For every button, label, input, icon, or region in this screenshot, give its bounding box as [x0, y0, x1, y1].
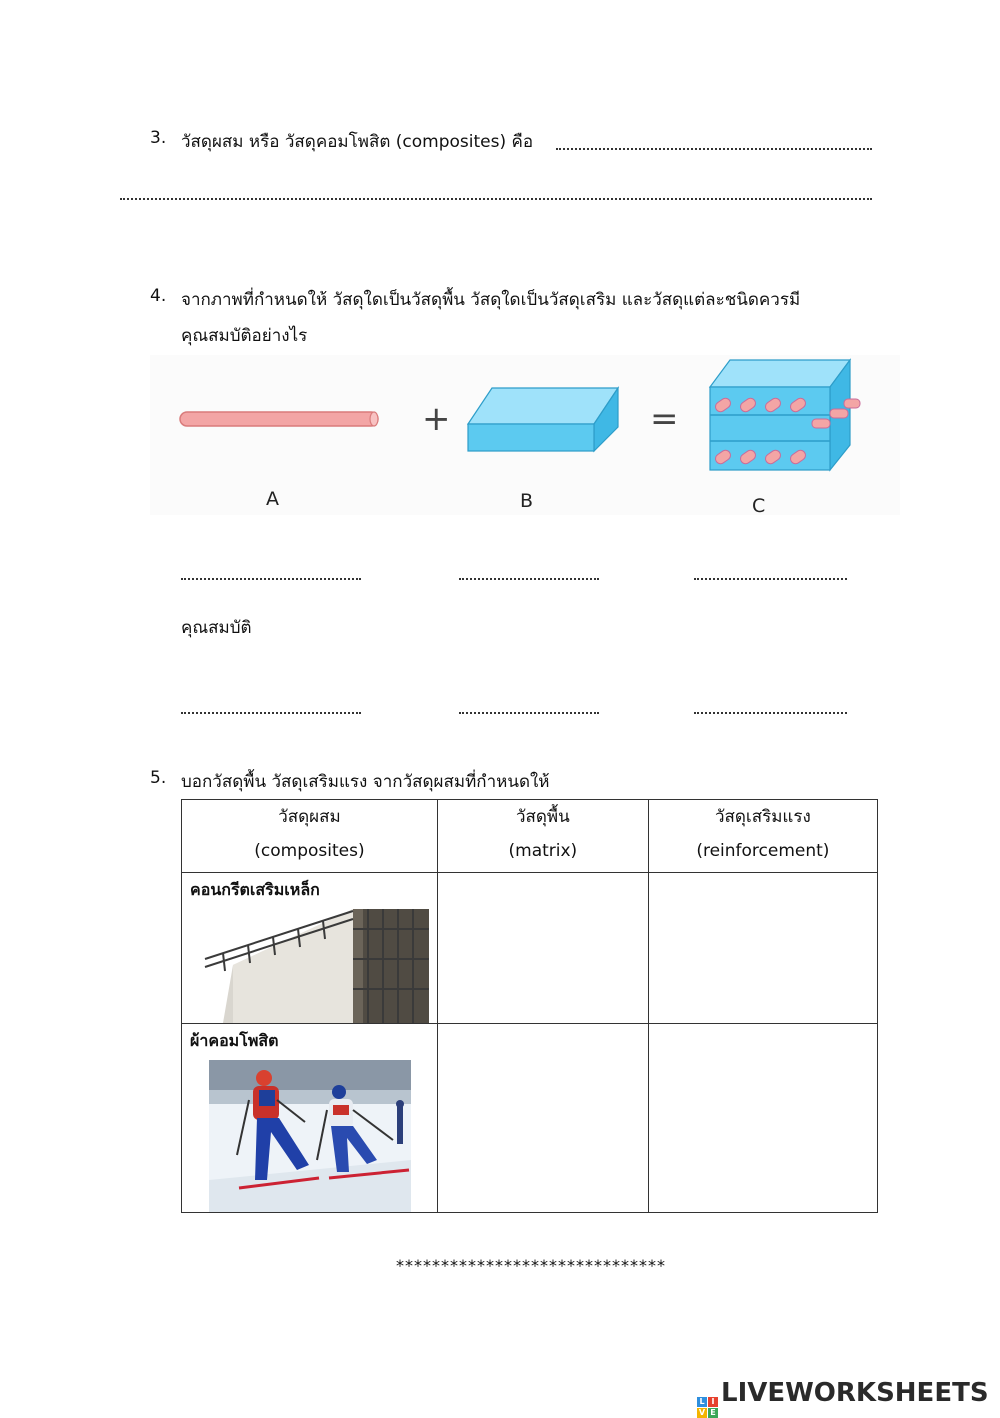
property-c-input[interactable] [694, 690, 847, 714]
table-row [182, 873, 878, 1024]
cross-country-skiers-photo [209, 1060, 411, 1212]
row1-composite-cell [182, 873, 438, 1024]
block-b-image [468, 388, 618, 451]
composites-table [181, 799, 878, 1213]
header-composites-thai: วัสดุผสม [278, 807, 341, 827]
end-stars: ****************************** [396, 1256, 666, 1275]
q4-number: 4. [150, 286, 167, 306]
q4-text-line1: จากภาพที่กำหนดให้ วัสดุใดเป็นวัสดุพื้น วัสดุใดเป็นวัสดุเสริม และวัสดุแต่ละชนิดควรมี [181, 290, 801, 310]
header-reinforcement [648, 800, 877, 873]
answer-b-input[interactable] [459, 556, 599, 580]
label-a: A [266, 488, 279, 510]
properties-label: คุณสมบัติ [181, 618, 252, 638]
reinforced-concrete-photo [203, 909, 429, 1023]
q3-text: วัสดุผสม หรือ วัสดุคอมโพสิต (composites) คือ [181, 132, 534, 152]
header-reinforcement-eng: (reinforcement) [696, 841, 830, 861]
q5-text: บอกวัสดุพื้น วัสดุเสริมแรง จากวัสดุผสมที่กำหนดให้ [181, 772, 550, 792]
header-matrix-eng: (matrix) [508, 841, 578, 861]
q3-answer-input-line2[interactable] [120, 176, 872, 200]
table-header-row [182, 800, 878, 873]
row2-composite-name: ผ้าคอมโพสิต [190, 1031, 279, 1050]
property-b-input[interactable] [459, 690, 599, 714]
table-row [182, 1024, 878, 1213]
property-a-input[interactable] [181, 690, 361, 714]
answer-a-input[interactable] [181, 556, 361, 580]
row1-composite-name: คอนกรีตเสริมเหล็ก [190, 880, 320, 899]
header-composites [182, 800, 438, 873]
header-matrix-thai: วัสดุพื้น [515, 807, 570, 827]
row2-matrix-cell[interactable] [437, 1024, 648, 1213]
composite-figure [150, 355, 900, 515]
q4-text-line2: คุณสมบัติอย่างไร [181, 326, 308, 346]
plus-sign: + [422, 399, 451, 439]
equals-sign: = [650, 399, 679, 439]
row1-reinforcement-cell[interactable] [648, 873, 877, 1024]
composite-c-image [710, 360, 860, 470]
row2-reinforcement-cell[interactable] [648, 1024, 877, 1213]
liveworksheets-logo-text: LIVEWORKSHEETS [721, 1378, 989, 1408]
row2-composite-cell [182, 1024, 438, 1213]
liveworksheets-logo-icon: L I V E [697, 1397, 718, 1418]
header-matrix [437, 800, 648, 873]
header-composites-eng: (composites) [254, 841, 365, 861]
q3-answer-input-line1[interactable] [556, 126, 872, 150]
q3-number: 3. [150, 128, 167, 148]
q5-number: 5. [150, 768, 167, 788]
header-reinforcement-thai: วัสดุเสริมแรง [714, 807, 811, 827]
label-b: B [520, 490, 534, 512]
liveworksheets-logo [697, 1378, 989, 1418]
rod-a-image [180, 412, 378, 426]
row1-matrix-cell[interactable] [437, 873, 648, 1024]
answer-c-input[interactable] [694, 556, 847, 580]
label-c: C [752, 495, 766, 515]
